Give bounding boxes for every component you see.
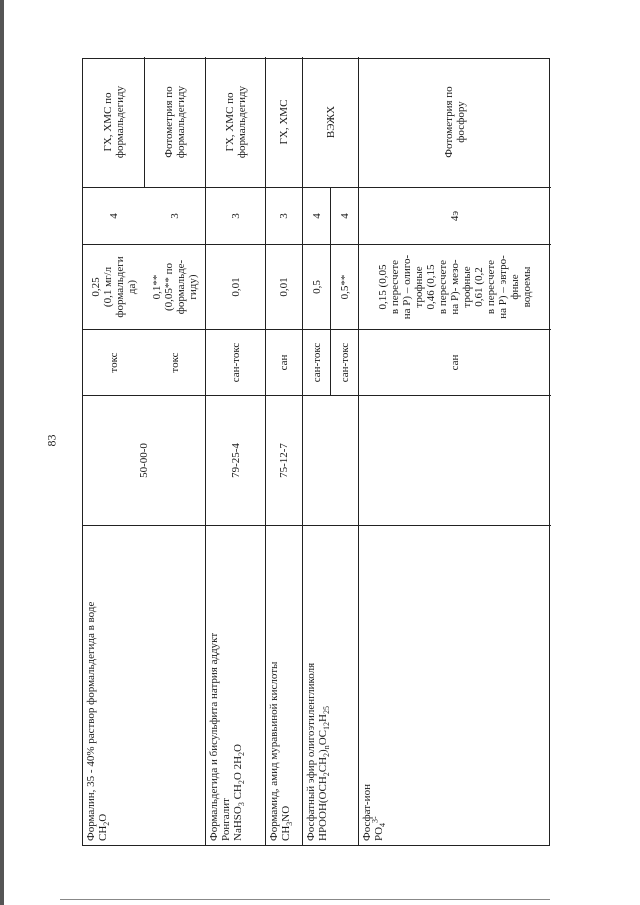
cas-number-cell xyxy=(266,395,303,525)
analysis-method xyxy=(278,100,290,145)
concentration-cell xyxy=(145,244,206,329)
method-line: ГХ, ХМС по xyxy=(101,92,114,152)
substance-name xyxy=(268,661,295,841)
method-line: Фотометрия по xyxy=(163,86,175,158)
hazard-class-cell xyxy=(266,187,303,244)
rotated-table xyxy=(82,58,550,846)
hazard-indicator: сан-токс xyxy=(310,342,323,383)
cas-number: 75-12-7 xyxy=(278,443,290,478)
hazard-indicator: сан-токс xyxy=(229,342,242,383)
value-line: трофные xyxy=(461,266,473,308)
substance-name-cell xyxy=(266,525,303,845)
indicator-cell xyxy=(331,329,359,395)
scan-left-edge xyxy=(0,0,4,905)
value-line: (0,1 мг/л xyxy=(102,266,114,308)
value-line: гиду) xyxy=(187,274,199,300)
method-line: ГХ, ХМС по xyxy=(223,92,236,152)
hazard-indicator: сан xyxy=(278,354,290,371)
substance-name-cell xyxy=(206,525,266,845)
hazard-class: 3 xyxy=(169,213,181,219)
substance-name-line: Формальдегида и бисульфита натрия аддукт xyxy=(208,632,220,841)
chemical-formula: NaHSO$_3$ $CH_2O$ $2H_2O$ xyxy=(232,744,247,841)
analysis-method xyxy=(443,86,467,157)
substance-name-line: Формамид, амид муравьиной кислоты xyxy=(268,661,280,841)
indicator-cell xyxy=(145,329,206,395)
hazard-class: 4 xyxy=(338,213,351,219)
value-line: 0,25 xyxy=(90,277,102,297)
concentration-cell xyxy=(206,244,266,329)
method-line: Фотометрия по xyxy=(443,86,455,158)
concentration-value xyxy=(90,256,138,317)
value-line: водоемы xyxy=(521,266,533,308)
hazard-indicator: токс xyxy=(169,352,181,373)
hazard-indicator: сан-токс xyxy=(338,342,351,383)
value-line: 0,01 xyxy=(278,277,290,297)
concentration-cell xyxy=(266,244,303,329)
hazard-class-cell xyxy=(206,187,266,244)
substance-name-line: Фосфатный эфир олигоэтиленгликоля xyxy=(305,662,317,841)
value-line: трофные xyxy=(413,266,425,308)
concentration-cell xyxy=(331,244,359,329)
cas-number-cell xyxy=(359,395,551,525)
substance-name xyxy=(305,662,332,841)
chemical-formula: $PO_4^{3-}$ xyxy=(370,816,388,841)
analysis-method-cell xyxy=(145,57,206,187)
value-line: формальдеги xyxy=(114,256,126,318)
analysis-method xyxy=(325,106,337,138)
hazard-indicator: сан xyxy=(449,354,461,371)
value-line: фные xyxy=(509,274,521,300)
indicator-cell xyxy=(83,329,145,395)
chemical-formula: $HPOOH(OCH_2CH_2)_nOC_{12}H_{25}$ xyxy=(317,706,332,841)
hazard-class-cell xyxy=(331,187,359,244)
substance-name xyxy=(361,784,388,841)
analysis-method-cell xyxy=(266,57,303,187)
concentration-value xyxy=(339,275,351,300)
cas-number-cell xyxy=(303,395,359,525)
analysis-method-cell xyxy=(303,57,359,187)
method-line: фосфору xyxy=(455,101,467,143)
hazard-class: 3 xyxy=(229,213,242,219)
substance-name-line: Ронгалит xyxy=(220,798,232,841)
value-line: на Р) – эвтро- xyxy=(497,255,509,319)
substance-name-cell xyxy=(83,525,206,845)
analysis-method xyxy=(102,86,126,158)
hazard-class-cell xyxy=(359,187,551,244)
method-line: формальдегиду xyxy=(113,85,126,159)
substance-name xyxy=(85,601,112,841)
concentration-cell xyxy=(303,244,331,329)
value-line: 0,01 xyxy=(229,277,242,297)
value-line: формальде- xyxy=(175,259,187,315)
concentration-value xyxy=(151,260,199,314)
value-line: 0,46 (0,15 xyxy=(425,264,437,310)
hazard-class: 4 xyxy=(108,213,120,219)
concentration-value xyxy=(278,277,290,296)
cas-number-cell xyxy=(206,395,266,525)
value-line: да) xyxy=(126,279,138,295)
value-line: на Р) – олиго- xyxy=(401,254,413,320)
value-line: 0,1** xyxy=(151,274,163,300)
hazard-class-cell xyxy=(83,187,145,244)
method-line: ГХ, ХМС xyxy=(278,99,290,145)
substance-name-cell xyxy=(303,525,359,845)
chemical-formula: $CH_2O$ xyxy=(97,813,112,841)
hazard-class: 4 xyxy=(310,213,323,219)
scan-bottom-line xyxy=(60,899,550,900)
cas-number: 50-00-0 xyxy=(138,443,150,478)
analysis-method-cell xyxy=(359,57,551,187)
concentration-cell xyxy=(359,244,551,329)
value-line: в пересчете xyxy=(437,259,449,315)
substance-name-cell xyxy=(359,525,551,845)
indicator-cell xyxy=(206,329,266,395)
hazard-class-cell xyxy=(145,187,206,244)
substance-name-line: Формалин, 35 - 40% раствор формальдегида в воде xyxy=(85,601,97,841)
value-line: 0,61 (0,2 xyxy=(473,267,485,307)
indicator-cell xyxy=(303,329,331,395)
cas-number: 79-25-4 xyxy=(229,443,242,478)
analysis-method xyxy=(224,86,248,158)
value-line: в пересчете xyxy=(485,259,497,315)
page-number: 83 xyxy=(44,434,59,446)
value-line: в пересчете xyxy=(389,259,401,315)
method-line: ВЭЖХ xyxy=(324,105,337,139)
method-line: формальдегиду xyxy=(235,85,248,159)
analysis-method xyxy=(163,86,187,158)
cas-number-cell xyxy=(83,395,206,525)
value-line: 0,15 (0,05 xyxy=(377,264,389,310)
value-line: на Р)- мезо- xyxy=(449,259,461,315)
analysis-method-cell xyxy=(83,57,145,187)
hazard-class: 4э xyxy=(449,210,461,222)
substance-name xyxy=(208,632,247,841)
chemical-formula: $CH_3NO$ xyxy=(280,805,295,841)
indicator-cell xyxy=(359,329,551,395)
hazard-class-cell xyxy=(303,187,331,244)
concentration-value xyxy=(377,255,533,319)
concentration-value xyxy=(311,280,323,294)
indicator-cell xyxy=(266,329,303,395)
value-line: 0,5 xyxy=(310,280,323,294)
substance-name-line: Фосфат-ион xyxy=(361,784,373,841)
concentration-cell xyxy=(83,244,145,329)
hazard-indicator: токс xyxy=(108,352,120,373)
hazard-class: 3 xyxy=(278,213,290,219)
concentration-value xyxy=(230,277,242,296)
value-line: 0,5** xyxy=(338,274,351,300)
value-line: (0,05** по xyxy=(163,262,175,312)
analysis-method-cell xyxy=(206,57,266,187)
method-line: формальдегиду xyxy=(175,85,187,159)
